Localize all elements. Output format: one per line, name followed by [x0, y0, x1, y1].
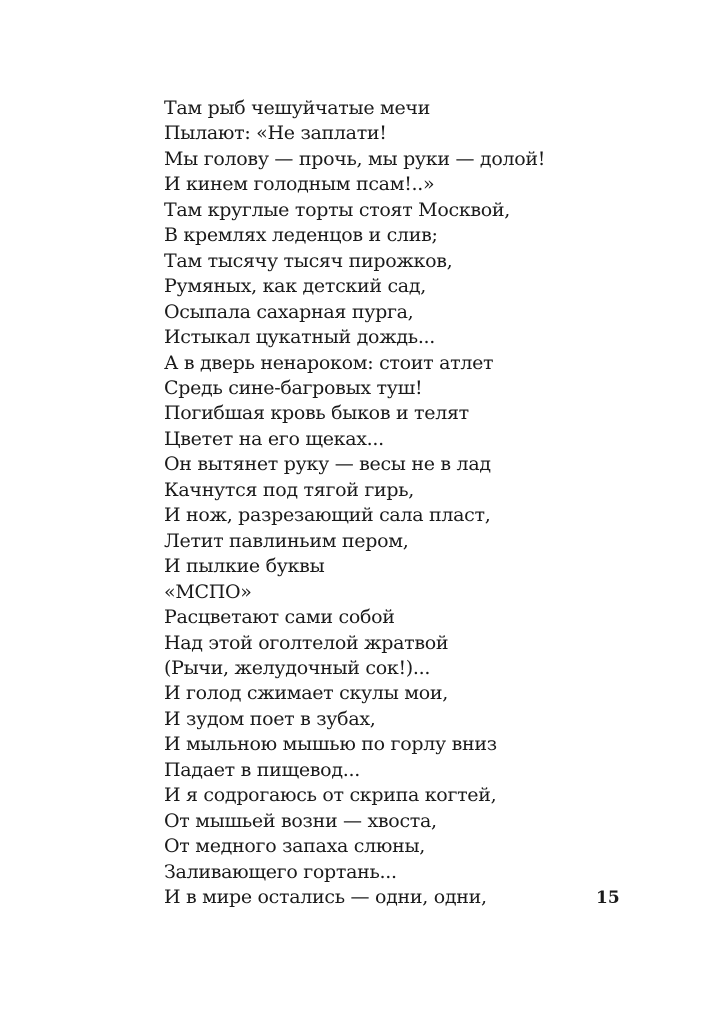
- poem-line: Там круглые торты стоят Москвой,: [164, 198, 511, 221]
- poem-line: И я содрогаюсь от скрипа когтей,: [164, 784, 497, 807]
- poem-line: Погибшая кровь быков и телят: [164, 402, 469, 425]
- poem-line: От медного запаха слюны,: [164, 835, 426, 858]
- poem-line: Там рыб чешуйчатые мечи: [164, 97, 431, 119]
- poem-line: И мыльною мышью по горлу вниз: [164, 733, 497, 756]
- poem-line: Над этой оголтелой жратвой: [164, 631, 449, 654]
- poem-line: Качнутся под тягой гирь,: [164, 478, 415, 501]
- poem-line: Он вытянет руку — весы не в лад: [164, 453, 491, 476]
- poem-line: Румяных, как детский сад,: [164, 275, 426, 298]
- poem-line: Средь сине-багровых туш!: [164, 376, 423, 399]
- poem-line: И в мире остались — одни, одни,: [164, 886, 487, 909]
- poem-line: От мышьей возни — хвоста,: [164, 809, 437, 832]
- poem-line: И зудом поет в зубах,: [164, 707, 376, 730]
- poem-line: Мы голову — прочь, мы руки — долой!: [164, 147, 546, 170]
- poem-line: Цветет на его щеках...: [164, 427, 384, 450]
- poem-line: Истыкал цукатный дождь...: [164, 326, 436, 349]
- poem-line: И нож, разрезающий сала пласт,: [164, 504, 491, 527]
- poem-line: В кремлях леденцов и слив;: [164, 224, 438, 247]
- poem-text: [164, 96, 545, 911]
- poem-line: Расцветают сами собой: [164, 606, 395, 629]
- poem-line: Пылают: «Не заплати!: [164, 122, 387, 145]
- poem-line: И пылкие буквы: [164, 555, 325, 578]
- poem-line: А в дверь ненароком: стоит атлет: [164, 351, 494, 374]
- poem-line: Осыпала сахарная пурга,: [164, 300, 414, 323]
- poem-line: Летит павлиньим пером,: [164, 529, 409, 552]
- poem-line: «МСПО»: [164, 580, 252, 603]
- poem-line: (Рычи, желудочный сок!)...: [164, 656, 431, 679]
- poem-line: Там тысячу тысяч пирожков,: [164, 249, 453, 272]
- poem-line: Падает в пищевод...: [164, 758, 360, 781]
- poem-line: Заливающего гортань...: [164, 860, 397, 883]
- page-number: 15: [596, 888, 620, 908]
- poem-line: И голод сжимает скулы мои,: [164, 682, 448, 705]
- poem-line: И кинем голодным псам!..»: [164, 173, 435, 196]
